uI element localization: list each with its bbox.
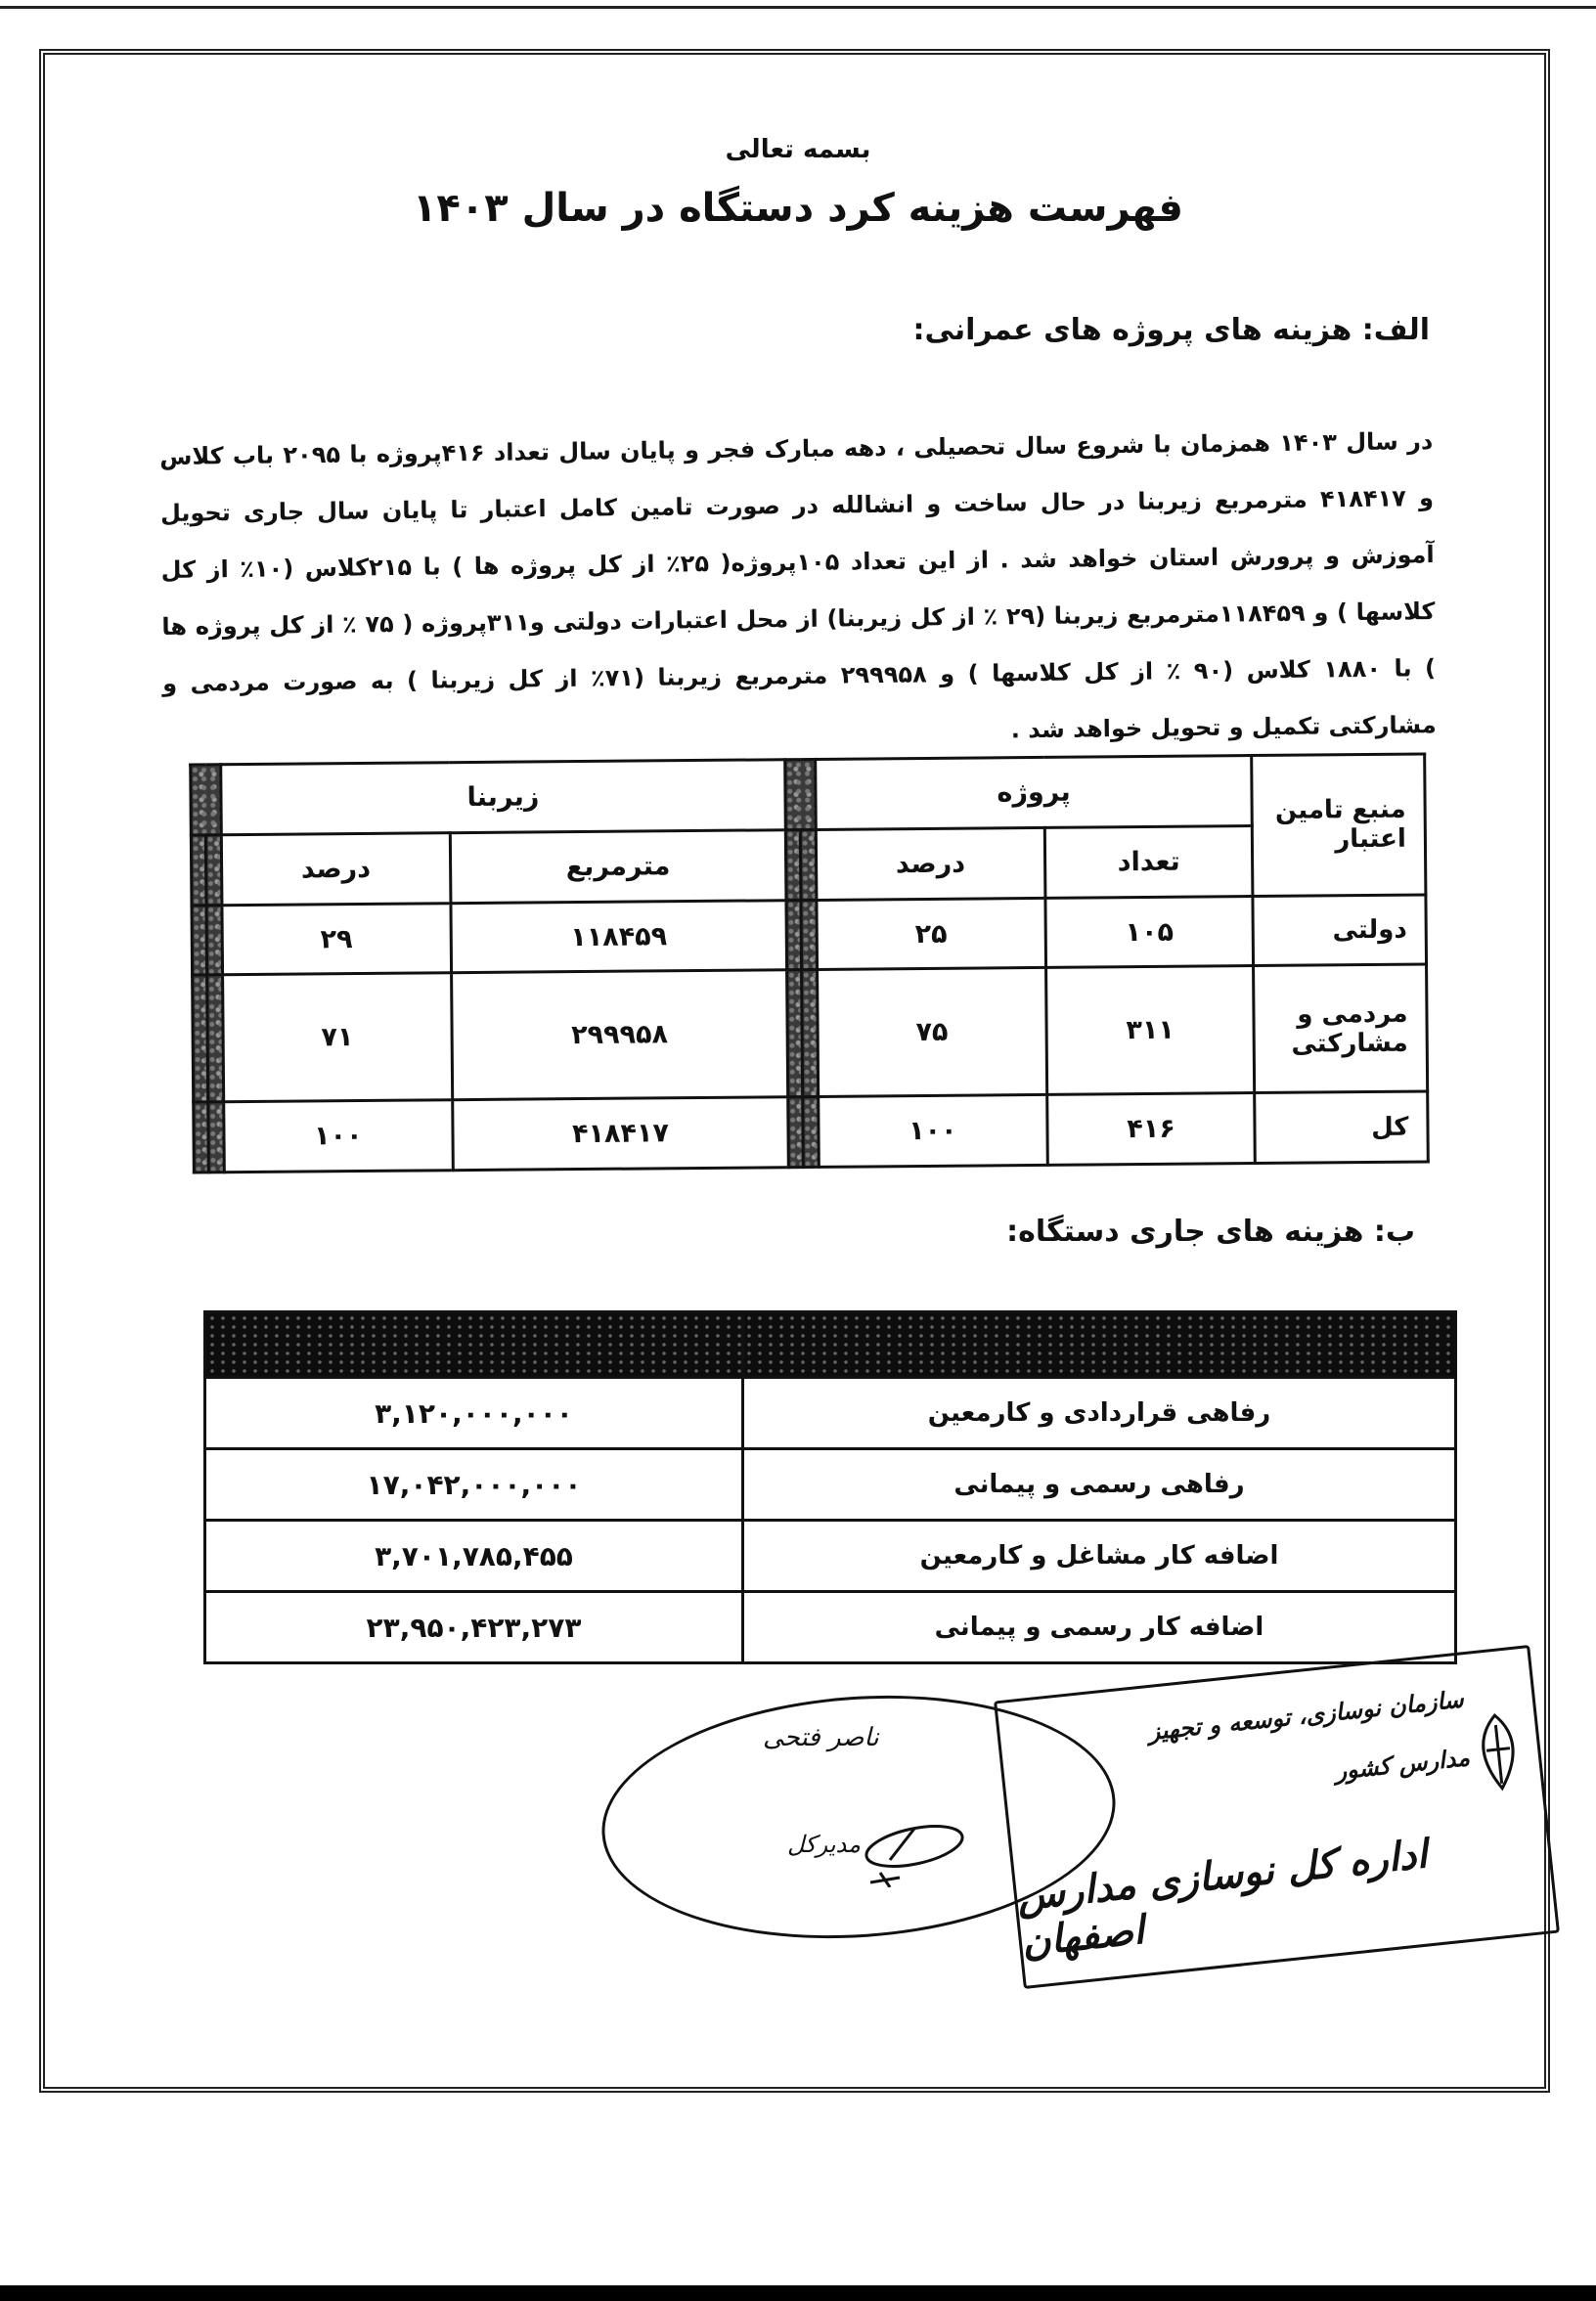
area-sqm-cell: ۱۱۸۴۵۹ <box>451 900 787 973</box>
source-column-header: منبع تامین اعتبار <box>1252 754 1426 896</box>
bismillah-heading: بسمه تعالی <box>725 135 871 164</box>
cost-amount-cell: ۳,۱۲۰,۰۰۰,۰۰۰ <box>205 1378 743 1449</box>
obscured-cell <box>788 1097 804 1168</box>
cost-amount-cell: ۱۷,۰۴۲,۰۰۰,۰۰۰ <box>205 1449 743 1521</box>
projects-table-header-row-2 <box>191 824 1426 906</box>
table-row <box>205 1521 1456 1592</box>
signer-name: ناصر فتحی <box>763 1723 879 1752</box>
area-percent-cell: ۲۹ <box>222 903 452 975</box>
obscured-cell <box>803 1097 819 1168</box>
cost-item-cell: رفاهی قراردادی و کارمعین <box>742 1378 1455 1449</box>
project-percent-cell: ۲۵ <box>817 898 1046 970</box>
project-percent-cell: ۷۵ <box>817 968 1046 1097</box>
obscured-cell <box>193 975 209 1102</box>
project-group-header: پروژه <box>816 756 1253 830</box>
area-percent-cell: ۷۱ <box>222 973 452 1102</box>
obscured-cell <box>194 1102 209 1173</box>
project-percent-cell: ۱۰۰ <box>819 1095 1048 1168</box>
section-b-title: ب: هزینه های جاری دستگاه: <box>1006 1215 1415 1249</box>
obscured-cell <box>206 905 222 975</box>
stamp-line-2: مدارس کشور <box>1333 1743 1472 1786</box>
section-a-title: الف: هزینه های پروژه های عمرانی: <box>912 313 1430 347</box>
source-cell: مردمی و مشارکتی <box>1254 964 1428 1092</box>
page-title: فهرست هزینه کرد دستگاه در سال ۱۴۰۳ <box>413 186 1183 231</box>
section-a-paragraph: در سال ۱۴۰۳ همزمان با شروع سال تحصیلی ، دهه مبارک فجر و پایان سال تعداد ۴۱۶پروژه با ۲۰۹۵ باب کلاس و ۴۱۸۴۱۷ مترمربع زیربنا در حال ساخت و انشالله در صورت تامین کامل اعتبار تا پایان سال جاری تحویل آموزش و پرورش استان خواهد شد . از این تعداد ۱۰۵پروژه( ۲۵٪ از کل پروژه ها ) با ۲۱۵کلاس (۱۰٪ از کل کلاسها ) و ۱۱۸۴۵۹مترمربع زیربنا (۲۹ ٪ از کل زیربنا) از محل اعتبارات دولتی و۳۱۱پروژه ( ۷۵ ٪ از کل پروژه ها ) با ۱۸۸۰ کلاس (۹۰ ٪ از کل کلاسها ) و ۲۹۹۹۵۸ مترمربع زیربنا (۷۱٪ از کل زیربنا ) به صورت مردمی و مشارکتی تکمیل و تحویل خواهد شد . <box>159 427 1437 744</box>
classes-group-header-obscured <box>785 759 816 829</box>
obscured-header-cell <box>206 835 222 906</box>
bottom-rule <box>0 2285 1596 2301</box>
table-row <box>192 895 1427 976</box>
cost-item-cell: اضافه کار رسمی و پیمانی <box>742 1592 1455 1663</box>
office-stamp <box>994 1645 1560 1989</box>
table-row-total <box>194 1091 1429 1173</box>
obscured-cell <box>802 970 819 1097</box>
stamp-line-1: سازمان نوسازی، توسعه و تجهیز <box>1146 1684 1465 1747</box>
obscured-header-cell <box>801 829 817 900</box>
source-cell: دولتی <box>1253 895 1426 966</box>
obscured-cell <box>207 975 224 1102</box>
top-rule <box>0 6 1596 9</box>
obscured-cell <box>801 900 817 970</box>
area-sqm-header: مترمربع <box>450 830 786 904</box>
handwritten-signature <box>861 1819 968 1887</box>
emblem-icon <box>1465 1707 1532 1801</box>
obscured-header-cell <box>742 1312 1455 1378</box>
obscured-header-cell <box>191 835 206 906</box>
stamp-line-3: اداره کل نوسازی مدارس اصفهان <box>1014 1831 1430 1966</box>
project-count-header: تعداد <box>1044 825 1253 898</box>
credit-group-header-obscured <box>191 765 221 835</box>
cost-amount-cell: ۲۳,۹۵۰,۴۲۳,۲۷۳ <box>205 1592 743 1663</box>
area-sqm-cell: ۲۹۹۹۵۸ <box>451 970 787 1100</box>
area-group-header: زیربنا <box>221 760 786 835</box>
signer-role: مدیرکل <box>787 1831 861 1858</box>
project-count-cell: ۴۱۶ <box>1047 1093 1256 1166</box>
cost-item-cell: اضافه کار مشاغل و کارمعین <box>742 1521 1455 1592</box>
table-row <box>193 964 1428 1102</box>
obscured-header-cell <box>785 829 801 900</box>
projects-table <box>189 752 1430 1173</box>
obscured-cell <box>208 1102 224 1173</box>
cost-amount-cell: ۳,۷۰۱,۷۸۵,۴۵۵ <box>205 1521 743 1592</box>
obscured-cell <box>192 905 207 975</box>
cost-item-cell: رفاهی رسمی و پیمانی <box>742 1449 1455 1521</box>
source-cell: کل <box>1255 1091 1428 1163</box>
project-count-cell: ۳۱۱ <box>1045 966 1255 1095</box>
table-row <box>205 1378 1456 1449</box>
obscured-header-cell <box>205 1312 743 1378</box>
obscured-cell <box>786 900 802 970</box>
area-sqm-cell: ۴۱۸۴۱۷ <box>453 1097 789 1171</box>
current-costs-table <box>203 1310 1457 1664</box>
area-percent-cell: ۱۰۰ <box>224 1100 454 1173</box>
projects-table-header-row-1 <box>191 754 1426 835</box>
obscured-cell <box>787 970 804 1097</box>
table-row <box>205 1592 1456 1663</box>
costs-header-row <box>205 1312 1456 1378</box>
project-percent-header: درصد <box>816 827 1045 900</box>
area-percent-header: درصد <box>221 833 451 906</box>
table-row <box>205 1449 1456 1521</box>
project-count-cell: ۱۰۵ <box>1045 896 1254 968</box>
